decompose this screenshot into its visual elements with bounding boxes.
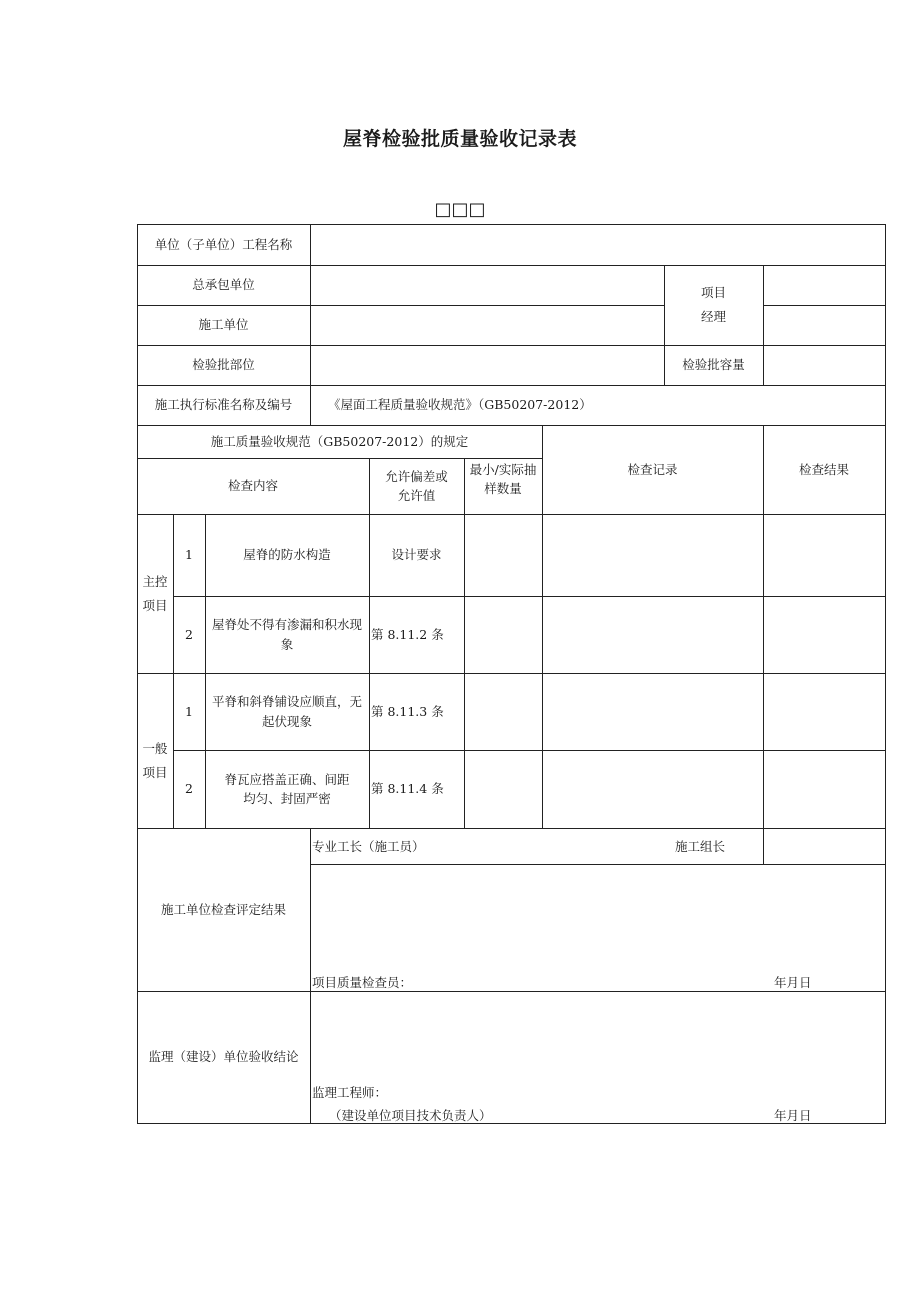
project-name-field[interactable] — [310, 224, 885, 265]
form-code: □□□ — [434, 199, 486, 220]
main-item-2-content: 屋脊处不得有渗漏和积水现象 — [211, 617, 362, 652]
project-manager-label: 项目经理 — [700, 285, 726, 324]
general-item-2-result[interactable] — [763, 750, 885, 828]
main-item-2-record[interactable] — [542, 596, 763, 673]
check-content-header: 检查内容 — [227, 478, 278, 494]
general-item-1-no: 1 — [185, 703, 193, 719]
supervision-date: 年月日 — [774, 1108, 812, 1123]
inspection-part-field[interactable] — [310, 345, 664, 385]
page-title: 屋脊检验批质量验收记录表 — [342, 128, 577, 150]
batch-capacity-label: 检验批容量 — [682, 357, 745, 373]
general-item-1-content: 平脊和斜脊铺设应顺直，无起伏现象 — [211, 694, 362, 729]
project-manager-cell — [664, 265, 763, 345]
general-item-2-value: 第 8.11.4 条 — [371, 781, 444, 797]
team-leader-field[interactable] — [763, 828, 885, 864]
regulation-header: 施工质量验收规范（GB50207-2012）的规定 — [210, 433, 469, 449]
project-name-label: 单位（子单位）工程名称 — [154, 236, 293, 252]
project-manager-field-1[interactable] — [763, 265, 885, 305]
general-item-1-sample[interactable] — [464, 673, 542, 750]
construction-unit-field[interactable] — [310, 305, 664, 345]
main-item-2-result[interactable] — [763, 596, 885, 673]
general-item-1-record[interactable] — [542, 673, 763, 750]
main-item-2-no: 2 — [185, 626, 193, 642]
construction-unit-label: 施工单位 — [198, 317, 249, 333]
min-sample-header: 最小/实际抽样数量 — [469, 462, 537, 497]
general-contractor-field[interactable] — [310, 265, 664, 305]
main-item-1-record[interactable] — [542, 514, 763, 596]
construction-date: 年月日 — [774, 975, 812, 990]
main-item-1-no: 1 — [185, 547, 193, 563]
main-item-1-result[interactable] — [763, 514, 885, 596]
supervision-field[interactable] — [310, 991, 885, 1079]
construction-result-label: 施工单位检查评定结果 — [160, 901, 286, 917]
general-item-2-sample[interactable] — [464, 750, 542, 828]
general-item-1-value: 第 8.11.3 条 — [371, 703, 444, 719]
main-control-label: 主控项目 — [142, 573, 168, 613]
main-item-1-content: 屋脊的防水构造 — [243, 547, 331, 563]
construction-result-field[interactable] — [310, 864, 885, 969]
general-label-cell — [137, 673, 173, 828]
general-label: 一般项目 — [142, 740, 168, 780]
tolerance-header: 允许偏差或允许值 — [385, 468, 448, 503]
inspection-part-label: 检验批部位 — [192, 357, 255, 373]
general-item-2-no: 2 — [185, 781, 193, 797]
team-leader-label: 施工组长 — [675, 839, 726, 854]
owner-tech-lead-label: （建设单位项目技术负责人） — [329, 1108, 492, 1123]
main-control-label-cell — [137, 514, 173, 673]
general-contractor-label: 总承包单位 — [192, 277, 255, 293]
foreman-label: 专业工长（施工员） — [312, 839, 425, 854]
supervision-label: 监理（建设）单位验收结论 — [148, 1049, 299, 1065]
main-item-2-value: 第 8.11.2 条 — [371, 626, 444, 642]
main-item-1-sample[interactable] — [464, 514, 542, 596]
supervising-engineer-label: 监理工程师： — [312, 1085, 388, 1100]
min-sample-header-cell — [464, 458, 542, 514]
project-manager-field-2[interactable] — [763, 305, 885, 345]
quality-inspector-label: 项目质量检查员： — [312, 975, 413, 990]
standard-label: 施工执行标准名称及编号 — [154, 397, 293, 413]
check-result-header: 检查结果 — [798, 461, 849, 477]
general-item-2-record[interactable] — [542, 750, 763, 828]
general-item-1-result[interactable] — [763, 673, 885, 750]
main-item-1-value: 设计要求 — [391, 547, 442, 563]
batch-capacity-field[interactable] — [763, 345, 885, 385]
general-item-2-content: 脊瓦应搭盖正确、间距均匀、封固严密 — [224, 771, 350, 806]
tolerance-header-cell — [369, 458, 464, 514]
main-item-2-sample[interactable] — [464, 596, 542, 673]
standard-value: 《屋面工程质量验收规范》（GB50207-2012） — [328, 397, 592, 413]
check-record-header: 检查记录 — [627, 461, 678, 477]
